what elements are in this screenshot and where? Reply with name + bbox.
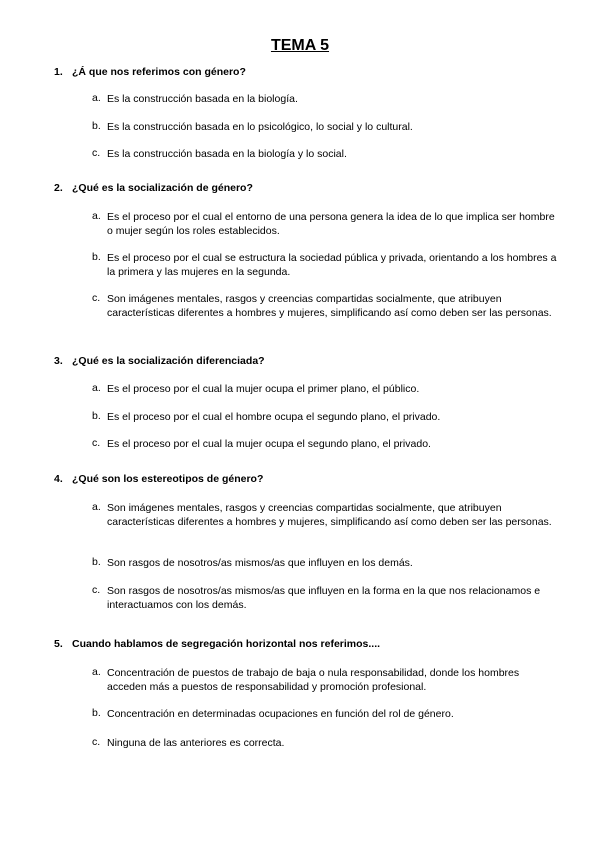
option-text: Es la construcción basada en lo psicológico, lo social y lo cultural.: [107, 121, 413, 133]
question-heading: [54, 473, 263, 485]
option-letter: b.: [92, 410, 101, 422]
question-heading: [54, 638, 380, 650]
question-text: ¿Qué son los estereotipos de género?: [72, 473, 264, 485]
question-heading: [54, 182, 253, 194]
option-letter: b.: [92, 251, 101, 263]
question-text: ¿Qué es la socialización diferenciada?: [72, 355, 265, 367]
option-letter: a.: [92, 92, 101, 104]
option-letter: c.: [92, 584, 101, 596]
option-letter: b.: [92, 707, 101, 719]
option-letter: a.: [92, 666, 101, 678]
question-text: Cuando hablamos de segregación horizontal nos referimos....: [72, 638, 381, 650]
question-number: 1.: [54, 66, 63, 78]
option-letter: c.: [92, 147, 101, 159]
option-text: Es la construcción basada en la biología.: [107, 93, 298, 105]
question-number: 2.: [54, 182, 63, 194]
option-text: Son imágenes mentales, rasgos y creencias compartidas socialmente, que atribuyen características diferentes a hombres y mujeres, simplificando así como deben ser las personas.: [107, 293, 552, 319]
option-text: Ninguna de las anteriores es correcta.: [107, 737, 285, 749]
question-number: 5.: [54, 638, 63, 650]
question-text: ¿Á que nos referimos con género?: [72, 66, 246, 78]
option-letter: b.: [92, 120, 101, 132]
option-text: Es el proceso por el cual la mujer ocupa el segundo plano, el privado.: [107, 438, 431, 450]
option-text: Son rasgos de nosotros/as mismos/as que influyen en los demás.: [107, 557, 413, 569]
option-text: Es el proceso por el cual el entorno de una persona genera la idea de lo que implica ser hombre o mujer según los roles establecidos.: [107, 211, 555, 237]
option-letter: c.: [92, 292, 101, 304]
option-text: Son rasgos de nosotros/as mismos/as que influyen en la forma en la que nos relacionamos e interactuamos con los demás.: [107, 585, 541, 611]
question-heading: [54, 355, 265, 367]
option-letter: a.: [92, 382, 101, 394]
option-text: Es el proceso por el cual la mujer ocupa el primer plano, el público.: [107, 383, 420, 395]
option-text: Concentración de puestos de trabajo de baja o nula responsabilidad, donde los hombres acceden más a puestos de responsabilidad y promoción profesional.: [107, 667, 520, 693]
question-number: 4.: [54, 473, 63, 485]
question-heading: [54, 66, 246, 78]
option-letter: a.: [92, 210, 101, 222]
option-text: Es la construcción basada en la biología y lo social.: [107, 148, 347, 160]
question-text: ¿Qué es la socialización de género?: [72, 182, 253, 194]
option-letter: c.: [92, 437, 101, 449]
option-letter: a.: [92, 501, 101, 513]
option-letter: b.: [92, 556, 101, 568]
option-text: Concentración en determinadas ocupaciones en función del rol de género.: [107, 708, 454, 720]
option-text: Es el proceso por el cual el hombre ocupa el segundo plano, el privado.: [107, 411, 441, 423]
option-text: Es el proceso por el cual se estructura la sociedad pública y privada, orientando a los hombres a la primera y las mujeres en la segunda.: [107, 252, 557, 278]
page-title: TEMA 5: [270, 37, 330, 54]
option-text: Son imágenes mentales, rasgos y creencias compartidas socialmente, que atribuyen características diferentes a hombres y mujeres, simplificando así como deben ser las personas.: [107, 502, 552, 528]
option-letter: c.: [92, 736, 101, 748]
question-number: 3.: [54, 355, 63, 367]
